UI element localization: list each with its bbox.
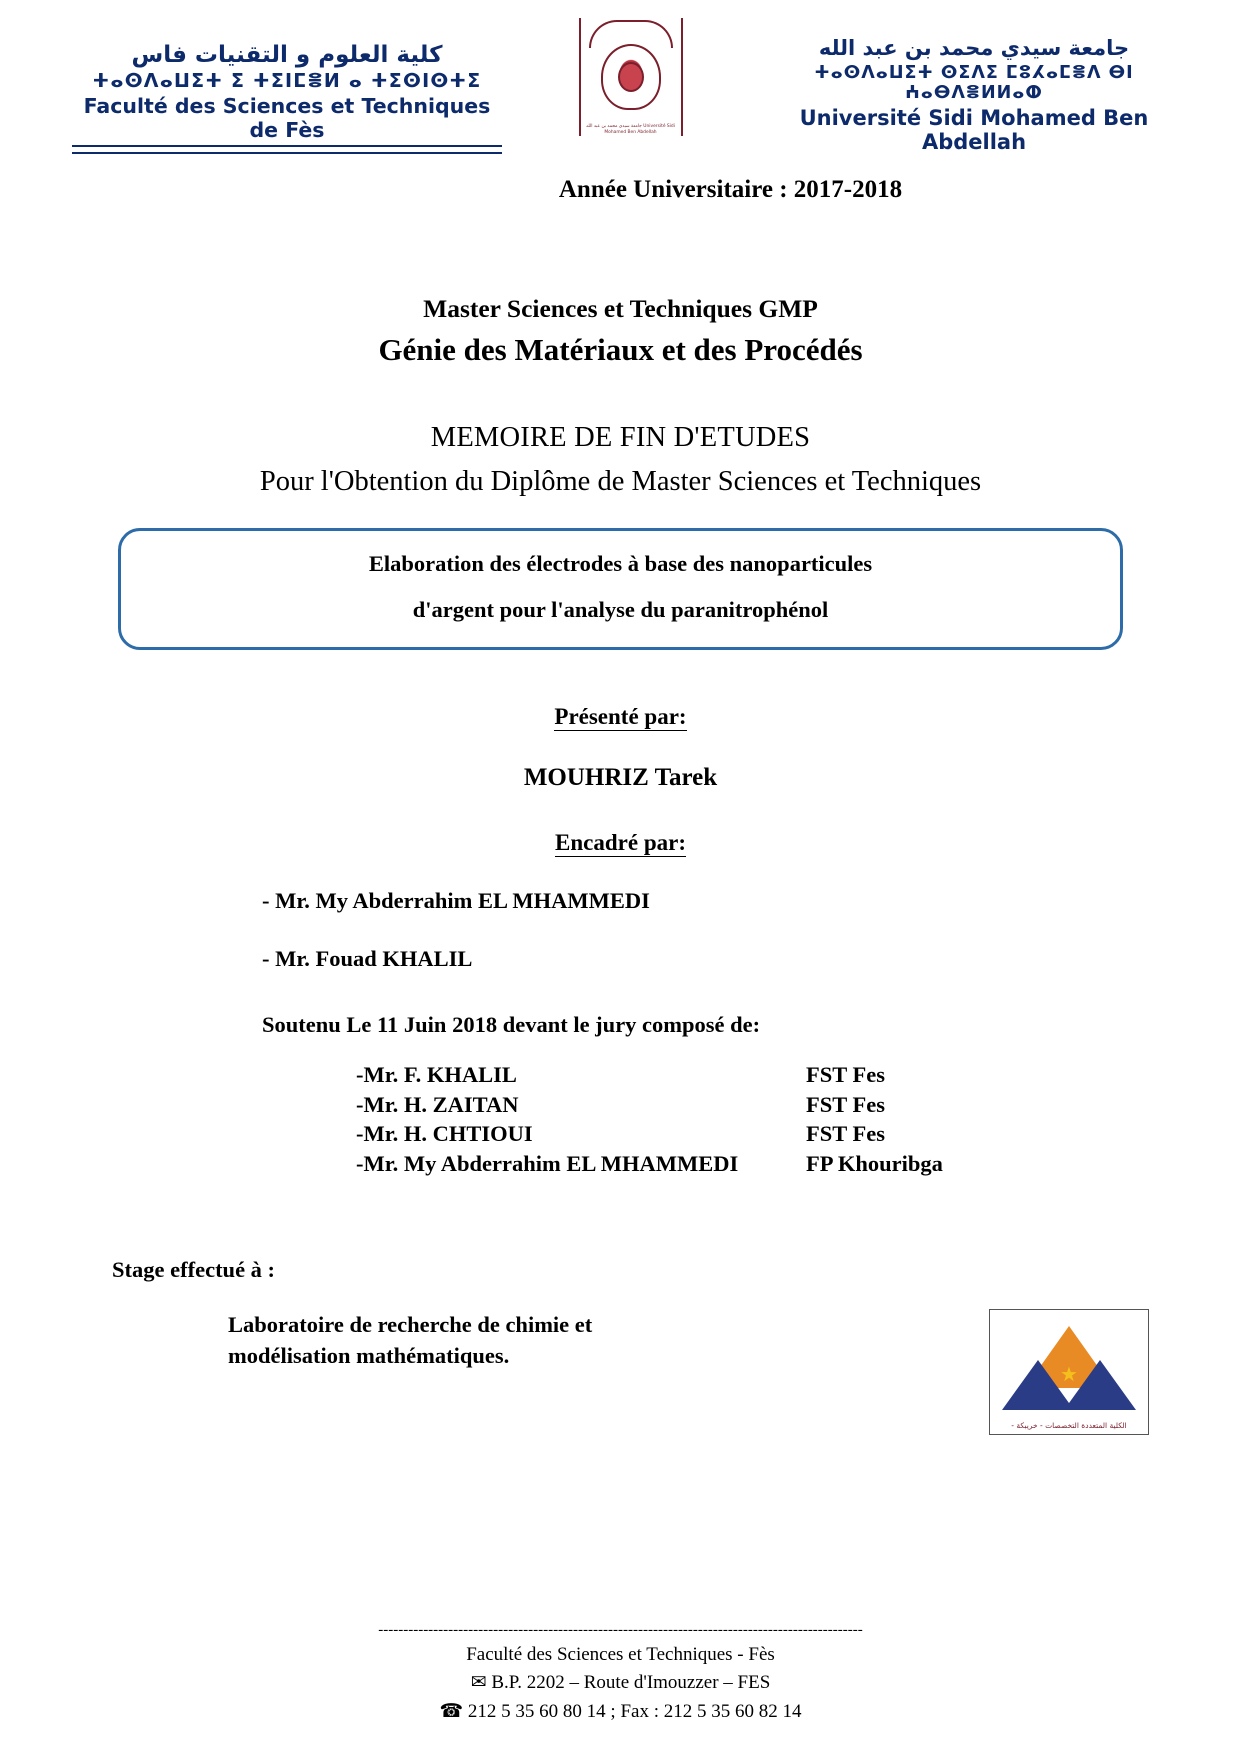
jury-member-name: -Mr. H. ZAITAN (356, 1091, 519, 1117)
university-name-french: Université Sidi Mohamed Ben Abdellah (799, 106, 1149, 154)
seal-inner-emblem (601, 44, 661, 110)
seal-shape (579, 18, 683, 136)
laboratory-logo (989, 1309, 1149, 1435)
star-icon: ★ (1060, 1363, 1078, 1386)
document-type: MEMOIRE DE FIN D'ETUDES (430, 422, 811, 453)
page-footer (0, 1622, 1241, 1727)
university-seal-logo (571, 14, 691, 136)
faculty-divider (72, 152, 502, 154)
internship-place-line-1: Laboratoire de recherche de chimie et (228, 1311, 593, 1337)
internship-block (0, 1309, 1241, 1435)
jury-member-affiliation: FST Fes (806, 1091, 885, 1117)
presented-by-text: Présenté par: (554, 704, 687, 729)
defense-line: Soutenu Le 11 Juin 2018 devant le jury composé de: (262, 1012, 761, 1037)
document-purpose: Pour l'Obtention du Diplôme de Master Sciences et Techniques (259, 466, 982, 497)
jury-member-name: -Mr. My Abderrahim EL MHAMMEDI (356, 1151, 739, 1177)
internship-place-line-2: modélisation mathématiques. (228, 1342, 510, 1368)
academic-year: Année Universitaire : 2017-2018 (558, 176, 903, 203)
jury-row (356, 1060, 1241, 1090)
internship-place (0, 1309, 989, 1371)
jury-member-affiliation: FST Fes (806, 1121, 885, 1147)
author-name: MOUHRIZ Tarek (523, 764, 718, 791)
jury-member-name: -Mr. F. KHALIL (356, 1062, 517, 1087)
subject-line-2: d'argent pour l'analyse du paranitrophénol (412, 597, 829, 622)
faculty-identity (72, 14, 502, 154)
footer-divider: ------------------------------------------------------------------------------------------------- (378, 1621, 863, 1638)
faculty-name-arabic: كلية العلوم و التقنيات فاس (131, 42, 443, 68)
program-title: Génie des Matériaux et des Procédés (378, 332, 863, 367)
university-name-tifinagh: ⵜⴰⵙⴷⴰⵡⵉⵜ ⵙⵉⴷⵉ ⵎⵓⵃⴰⵎⴻⴷ ⴱⵏ ⵄⴰⴱⴷⴻⵍⵍⴰⵀ (814, 63, 1134, 103)
laboratory-logo-caption: الكلية المتعددة التخصصات - خريبكة - (1011, 1420, 1127, 1430)
supervised-by-label (0, 830, 1241, 856)
subject-box (118, 528, 1123, 650)
footer-institution: Faculté des Sciences et Techniques - Fès (466, 1643, 775, 1665)
presented-by-label (0, 704, 1241, 730)
jury-row (356, 1119, 1241, 1149)
faculty-name-tifinagh: ⵜⴰⵙⴷⴰⵡⵉⵜ ⵉ ⵜⵉⵏⵎⴻⵍ ⴰ ⵜⵉⵙⵏⵙⵜⵉ (92, 70, 482, 92)
jury-list (0, 1060, 1241, 1179)
seal-center-medallion (618, 62, 644, 92)
page-header (0, 0, 1241, 154)
jury-row (356, 1090, 1241, 1120)
jury-member-name: -Mr. H. CHTIOUI (356, 1121, 533, 1147)
footer-phone: ☎ 212 5 35 60 80 14 ; Fax : 212 5 35 60 82 14 (439, 1700, 802, 1722)
jury-row (356, 1149, 1241, 1179)
university-name-arabic: جامعة سيدي محمد بن عبد الله (818, 36, 1130, 60)
seal-caption: جامعة سيدي محمد بن عبد الله Université Sidi Mohamed Ben Abdellah (586, 124, 675, 135)
jury-member-affiliation: FP Khouribga (806, 1151, 943, 1177)
program-line: Master Sciences et Techniques GMP (423, 294, 818, 323)
jury-member-affiliation: FST Fes (806, 1062, 885, 1087)
university-identity (759, 14, 1189, 154)
footer-address: ✉ B.P. 2202 – Route d'Imouzzer – FES (470, 1672, 771, 1693)
faculty-name-french: Faculté des Sciences et Techniques de Fès (72, 94, 502, 147)
subject-line-1: Elaboration des électrodes à base des nanoparticules (368, 551, 873, 576)
supervised-by-text: Encadré par: (555, 830, 686, 855)
supervisor-1: - Mr. My Abderrahim EL MHAMMEDI (262, 888, 650, 913)
supervisor-2: - Mr. Fouad KHALIL (262, 946, 473, 971)
internship-label: Stage effectué à : (112, 1256, 276, 1282)
